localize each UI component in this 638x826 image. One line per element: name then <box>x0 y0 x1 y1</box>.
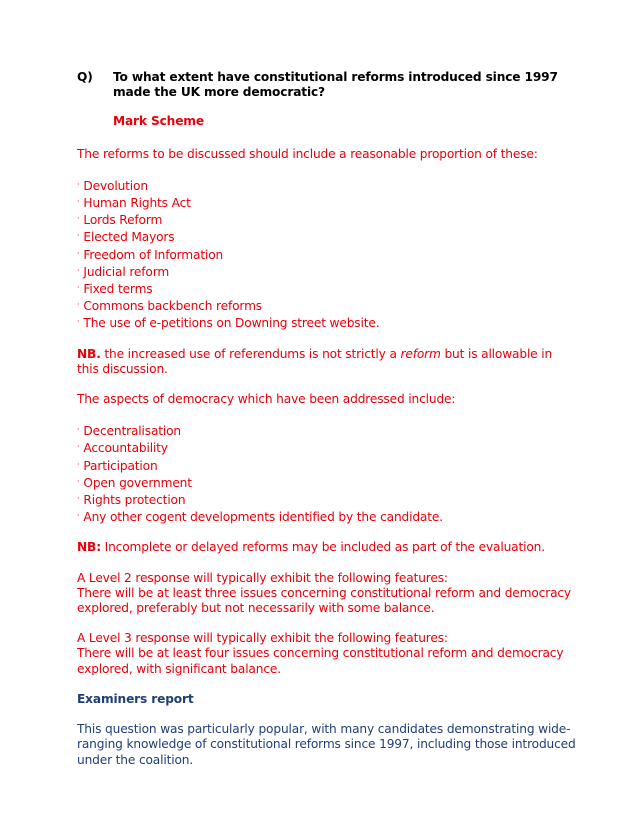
mark-scheme-heading: Mark Scheme <box>113 114 204 129</box>
democracy-aspect-label: Decentralisation <box>83 424 182 439</box>
nb-text-before: the increased use of referendums is not strictly a <box>100 346 401 361</box>
bullet-icon: · <box>77 214 80 224</box>
democracy-aspect-item <box>77 491 577 508</box>
reform-item <box>77 228 577 245</box>
reform-item <box>77 211 577 228</box>
bullet-icon: · <box>77 283 80 293</box>
level2-text: There will be at least three issues concerning constitutional reform and democracy explored, preferably but not necessarily with some balance. <box>77 585 571 616</box>
bullet-icon: · <box>77 179 80 189</box>
democracy-aspect-label: Participation <box>83 458 158 473</box>
democracy-aspect-item <box>77 474 577 491</box>
reform-label: Elected Mayors <box>83 230 175 245</box>
bullet-icon: · <box>77 300 80 310</box>
reform-label: Devolution <box>83 178 148 193</box>
bullet-icon: · <box>77 442 80 452</box>
democracy-aspect-label: Accountability <box>83 441 168 456</box>
democracy-aspect-label: Any other cogent developments identified by the candidate. <box>83 510 443 525</box>
reforms-list <box>77 177 577 332</box>
question-block <box>77 70 577 100</box>
bullet-icon: · <box>77 231 80 241</box>
reform-label: The use of e-petitions on Downing street website. <box>83 316 380 331</box>
reform-item <box>77 177 577 194</box>
nb-incomplete-paragraph <box>77 540 577 555</box>
reforms-intro: The reforms to be discussed should include a reasonable proportion of these: <box>77 146 538 161</box>
reform-item <box>77 194 577 211</box>
reform-item <box>77 280 577 297</box>
nb-text-after: but is allowable in this discussion. <box>77 346 553 376</box>
bullet-icon: · <box>77 459 80 469</box>
democracy-intro: The aspects of democracy which have been addressed include: <box>77 392 456 407</box>
question-text: To what extent have constitutional reforms introduced since 1997 made the UK more democratic? <box>113 70 558 100</box>
democracy-aspect-item <box>77 439 577 456</box>
bullet-icon: · <box>77 494 80 504</box>
democracy-aspect-item <box>77 422 577 439</box>
bullet-icon: · <box>77 317 80 327</box>
reform-item <box>77 314 577 331</box>
democracy-aspect-item <box>77 508 577 525</box>
level3-text: There will be at least four issues concerning constitutional reform and democracy explored, with significant balance. <box>77 646 564 676</box>
nb-incomplete-label: NB: <box>77 540 101 555</box>
nb-referendums-paragraph <box>77 347 577 377</box>
bullet-icon: · <box>77 425 80 435</box>
reform-label: Freedom of Information <box>83 247 224 262</box>
level2-intro: A Level 2 response will typically exhibit the following features: <box>77 570 448 585</box>
reform-label: Lords Reform <box>83 213 163 228</box>
reform-item <box>77 263 577 280</box>
bullet-icon: · <box>77 197 80 207</box>
nb-label: NB. <box>77 346 101 361</box>
democracy-aspect-label: Rights protection <box>83 493 186 508</box>
bullet-icon: · <box>77 511 80 521</box>
examiners-report-heading: Examiners report <box>77 691 194 706</box>
level3-intro: A Level 3 response will typically exhibit the following features: <box>77 631 448 646</box>
examiners-report-text: This question was particularly popular, with many candidates demonstrating wide-ranging knowledge of constitutional reforms since 1997, including those introduced under the coalition. <box>77 722 576 767</box>
democracy-aspects-list <box>77 422 577 525</box>
reform-label: Judicial reform <box>83 264 170 279</box>
reform-label: Human Rights Act <box>83 196 191 211</box>
democracy-aspect-label: Open government <box>83 475 192 490</box>
bullet-icon: · <box>77 248 80 258</box>
reform-label: Fixed terms <box>83 282 153 297</box>
question-number: Q) <box>77 70 93 84</box>
reform-label: Commons backbench reforms <box>83 299 262 314</box>
bullet-icon: · <box>77 476 80 486</box>
bullet-icon: · <box>77 265 80 275</box>
reform-item <box>77 297 577 314</box>
democracy-aspect-item <box>77 457 577 474</box>
document-body <box>77 70 577 768</box>
nb-emphasis: reform <box>400 346 441 361</box>
nb-incomplete-text: Incomplete or delayed reforms may be included as part of the evaluation. <box>100 540 545 555</box>
reform-item <box>77 246 577 263</box>
